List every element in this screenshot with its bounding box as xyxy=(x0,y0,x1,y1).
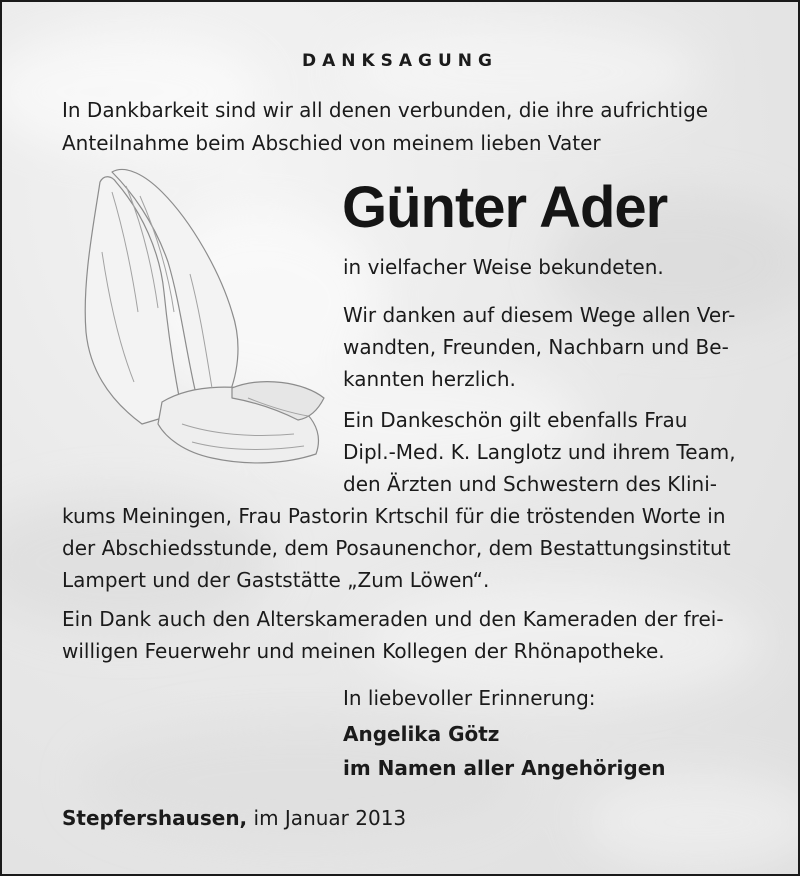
closing-line: In liebevoller Erinnerung: xyxy=(343,686,596,710)
intro-line-1: In Dankbarkeit sind wir all denen verbunden, die ihre aufrichtige xyxy=(62,98,709,122)
place-date xyxy=(62,808,406,828)
paragraph2-line-6: Lampert und der Gaststätte „Zum Löwen“. xyxy=(62,568,490,592)
paragraph2-line-2: Dipl.-Med. K. Langlotz und ihrem Team, xyxy=(343,440,736,464)
paragraph1-line-2: wandten, Freunden, Nachbarn und Be- xyxy=(343,335,729,359)
paragraph2-line-4: kums Meiningen, Frau Pastorin Krtschil für die tröstenden Worte in xyxy=(62,504,726,528)
heading: DANKSAGUNG xyxy=(301,51,498,71)
paragraph1-line-1: Wir danken auf diesem Wege allen Ver- xyxy=(343,303,736,327)
deceased-name: Günter Ader xyxy=(342,175,668,240)
praying-hands-icon xyxy=(72,162,332,472)
intro-line-2: Anteilnahme beim Abschied von meinem lieben Vater xyxy=(62,131,601,155)
after-name-line: in vielfacher Weise bekundeten. xyxy=(343,255,664,279)
signature-subline: im Namen aller Angehörigen xyxy=(343,756,666,780)
paragraph3-line-2: willigen Feuerwehr und meinen Kollegen der Rhönapotheke. xyxy=(62,639,665,663)
paragraph2-line-5: der Abschiedsstunde, dem Posaunenchor, dem Bestattungsinstitut xyxy=(62,536,731,560)
signature-name: Angelika Götz xyxy=(343,722,500,746)
paragraph3-line-1: Ein Dank auch den Alterskameraden und den Kameraden der frei- xyxy=(62,607,724,631)
paragraph2-line-3: den Ärzten und Schwestern des Klini- xyxy=(343,472,717,496)
paragraph2-line-1: Ein Dankeschön gilt ebenfalls Frau xyxy=(343,408,688,432)
date: im Januar 2013 xyxy=(247,806,407,830)
paragraph1-line-3: kannten herzlich. xyxy=(343,367,516,391)
place: Stepfershausen, xyxy=(62,806,248,830)
